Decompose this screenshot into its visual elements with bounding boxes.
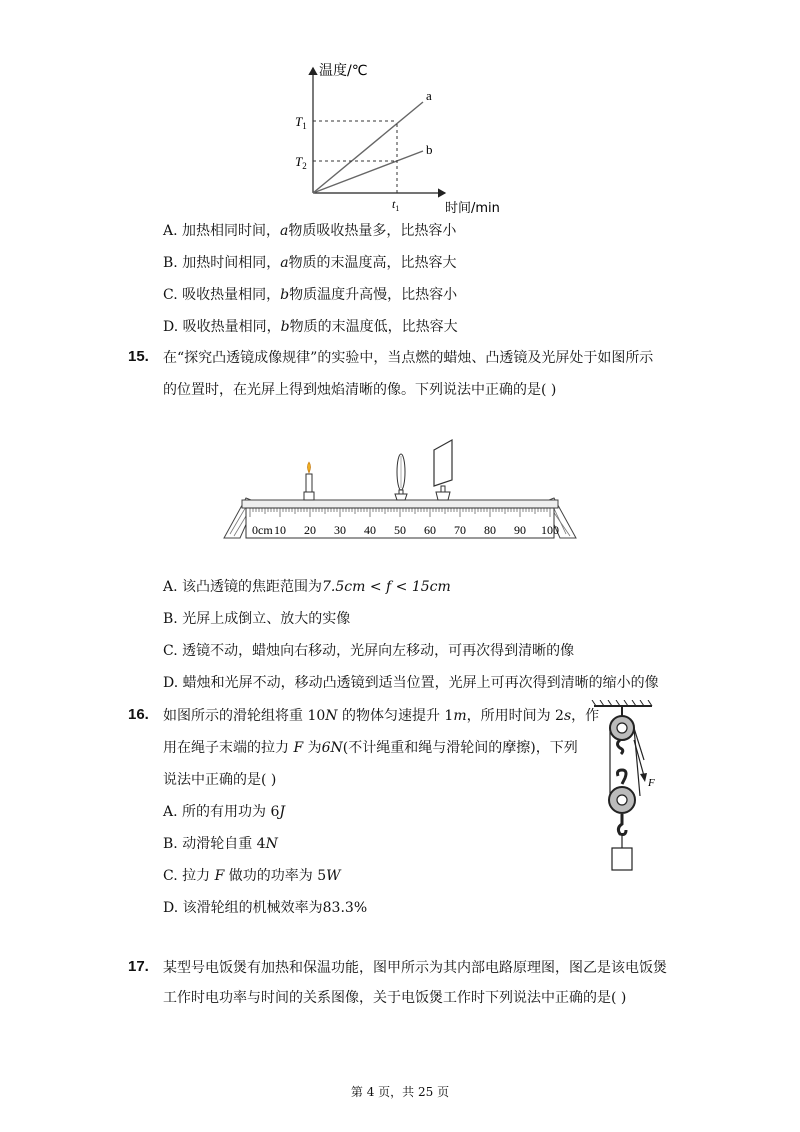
q17-stem-line2: 工作时电功率与时间的关系图像，关于电饭煲工作时下列说法中正确的是( ) [163,990,627,1006]
q16-number: 16. [128,706,149,723]
weight-block [612,848,632,870]
q16-stem-line1: 如图所示的滑轮组将重 10N 的物体匀速提升 1m，所用时间为 2s，作 [163,708,600,724]
ruler-label: 20 [304,523,316,537]
line-a [313,102,423,193]
t1-label: $t_1$ [392,197,400,213]
q16-option-c[interactable]: C. 拉力 F 做功的功率为 5W [163,868,341,884]
page-footer: 第 4 页，共 25 页 [350,1085,450,1099]
line-b [313,151,423,193]
optical-bench-diagram [220,436,580,544]
q15-stem-line2: 的位置时，在光屏上得到烛焰清晰的像。下列说法中正确的是( ) [163,382,557,398]
candle [304,462,314,500]
ruler-label: 80 [484,523,496,537]
q15-option-a[interactable]: A. 该凸透镜的焦距范围为7.5cm < f < 15cm [163,579,451,595]
q15-option-b[interactable]: B. 光屏上成倒立、放大的实像 [163,611,351,627]
q15-stem-line1: 在“探究凸透镜成像规律”的实验中，当点燃的蜡烛、凸透镜及光屏处于如图所示 [163,350,654,366]
label-a: a [426,88,432,103]
q17-stem-line1: 某型号电饭煲有加热和保温功能，图甲所示为其内部电路原理图，图乙是该电饭煲 [163,960,667,976]
q16-option-b[interactable]: B. 动滑轮自重 4N [163,836,278,852]
x-axis-label: 时间/min [445,201,500,216]
q14-option-a[interactable]: A. 加热相同时间，a物质吸收热量多，比热容小 [163,223,457,239]
q15-option-d[interactable]: D. 蜡烛和光屏不动，移动凸透镜到适当位置，光屏上可再次得到清晰的缩小的像 [163,675,659,691]
light-screen [434,440,452,500]
pulley-system-diagram [588,700,666,876]
force-label: F [648,777,655,789]
bench-rail [242,500,558,508]
ruler-label: 0cm [252,523,273,537]
ruler-label: 60 [424,523,436,537]
ruler-label: 40 [364,523,376,537]
q14-option-b[interactable]: B. 加热时间相同，a物质的末温度高，比热容大 [163,255,457,271]
ruler-label: 90 [514,523,526,537]
ruler-label: 50 [394,523,406,537]
q16-option-a[interactable]: A. 所的有用功为 6J [163,804,285,820]
label-b: b [426,142,433,157]
q16-stem-line2: 用在绳子末端的拉力 F 为6N(不计绳重和绳与滑轮间的摩擦)，下列 [163,740,578,756]
q15-option-c[interactable]: C. 透镜不动，蜡烛向右移动，光屏向左移动，可再次得到清晰的像 [163,643,575,659]
ruler-label: 10 [274,523,286,537]
q14-option-c[interactable]: C. 吸收热量相同，b物质温度升高慢，比热容小 [163,287,458,303]
T1-label: $T_1$ [295,114,307,131]
ruler-label: 100 [541,523,559,537]
y-axis-label: 温度/℃ [319,63,368,79]
q15-number: 15. [128,348,149,365]
ruler-label: 70 [454,523,466,537]
q17-number: 17. [128,958,149,975]
T2-label: $T_2$ [295,154,307,171]
ruler-label: 30 [334,523,346,537]
q14-option-d[interactable]: D. 吸收热量相同，b物质的末温度低，比热容大 [163,319,458,335]
temperature-time-graph [285,58,515,218]
convex-lens [395,454,407,500]
q16-stem-line3: 说法中正确的是( ) [163,772,277,788]
q16-option-d[interactable]: D. 该滑轮组的机械效率为83.3% [163,900,368,916]
